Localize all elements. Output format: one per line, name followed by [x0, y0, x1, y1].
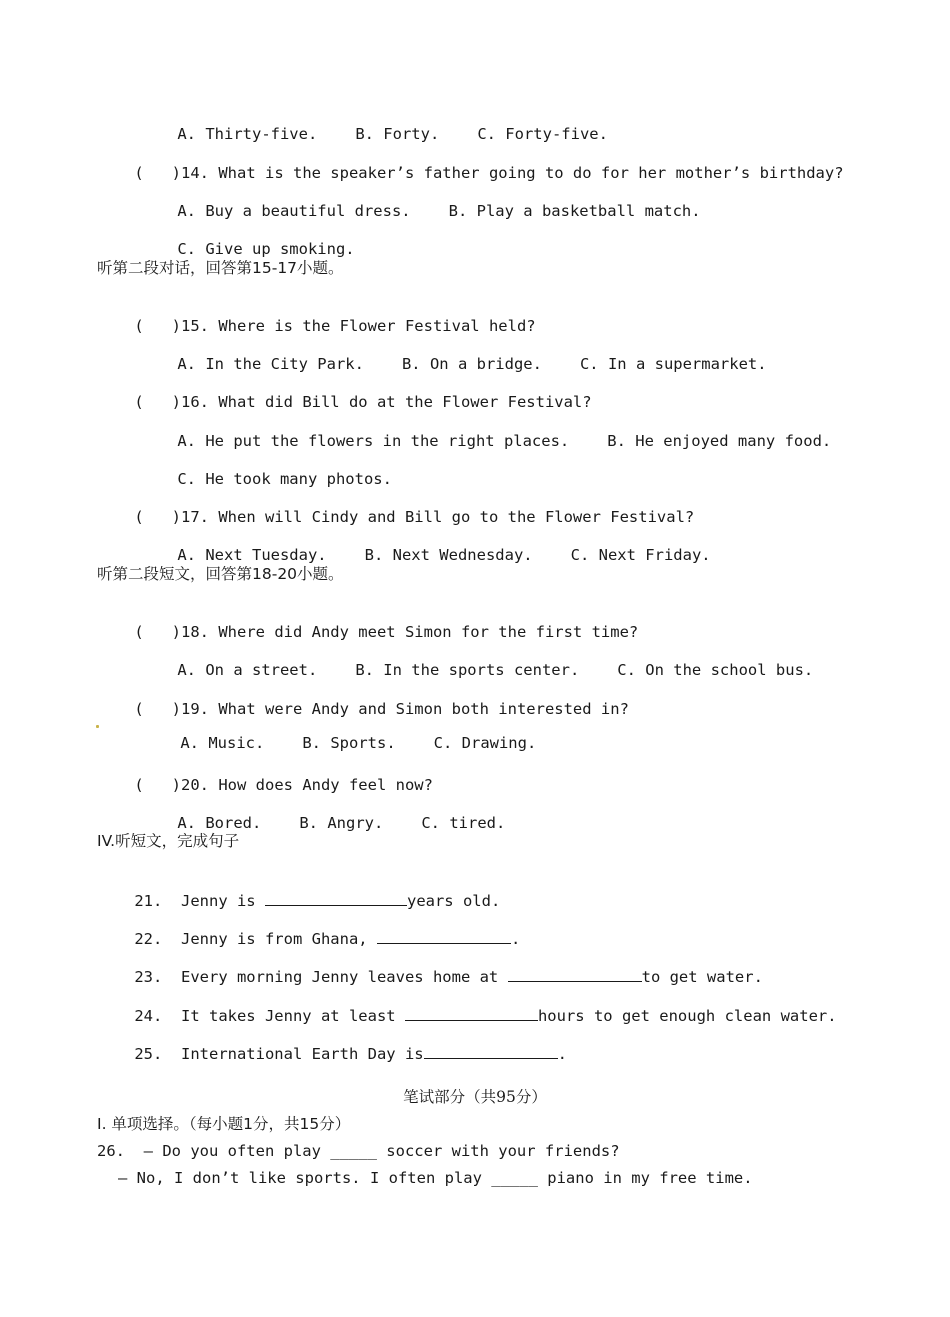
q20-option-a: A. Bored.: [177, 814, 262, 832]
fill-25-post: .: [557, 1045, 567, 1063]
q15-option-b: B. On a bridge.: [401, 355, 542, 373]
q13-option-b: B. Forty.: [355, 125, 440, 143]
section-i-heading: I. 单项选择。（每小题1分，共15分）: [97, 1115, 351, 1133]
q13-option-a: A. Thirty-five.: [177, 125, 318, 143]
fill-23-blank[interactable]: [508, 966, 642, 982]
q13-option-c: C. Forty-five.: [477, 125, 608, 143]
answer-paren[interactable]: ( ): [134, 623, 181, 641]
q20-option-b: B. Angry.: [299, 814, 384, 832]
answer-paren[interactable]: ( ): [134, 700, 181, 718]
fill-24-pre: 24. It takes Jenny at least: [134, 1007, 405, 1025]
answer-paren[interactable]: ( ): [134, 164, 181, 182]
fill-23-post: to get water.: [641, 968, 763, 986]
q26-line2: – No, I don’t like sports. I often play _____ piano in my free time.: [118, 1169, 753, 1187]
q26-line1: 26. – Do you often play _____ soccer with your friends?: [97, 1142, 620, 1160]
q17-text: 17. When will Cindy and Bill go to the Flower Festival?: [181, 508, 695, 526]
q19-option-c: C. Drawing.: [433, 734, 537, 752]
fill-22-post: .: [510, 930, 521, 948]
answer-paren[interactable]: ( ): [134, 393, 181, 411]
q19-option-b: B. Sports.: [302, 734, 396, 752]
q14-option-b: B. Play a basketball match.: [448, 202, 701, 220]
q14-option-c: C. Give up smoking.: [177, 240, 355, 258]
fill-item-25: [97, 1023, 567, 1084]
q16-option-c: C. He took many photos.: [177, 470, 392, 488]
fill-25-pre: 25. International Earth Day is: [134, 1045, 424, 1063]
answer-paren[interactable]: ( ): [134, 317, 181, 335]
fill-23-pre: 23. Every morning Jenny leaves home at: [134, 968, 508, 986]
q18-option-c: C. On the school bus.: [617, 661, 814, 679]
fill-24-post: hours to get enough clean water.: [537, 1007, 837, 1025]
q16-option-b: B. He enjoyed many food.: [607, 432, 832, 450]
section-dialog-heading: 听第二段对话，回答第15-17小题。: [97, 259, 344, 277]
fill-22-pre: 22. Jenny is from Ghana,: [134, 930, 377, 948]
q14-text: 14. What is the speaker’s father going to do for her mother’s birthday?: [181, 164, 844, 182]
q20-text: 20. How does Andy feel now?: [181, 776, 433, 794]
fill-21-pre: 21. Jenny is: [134, 892, 265, 910]
section-iv-heading: IV.听短文，完成句子: [97, 832, 240, 850]
q15-option-a: A. In the City Park.: [177, 355, 364, 373]
fill-21-post: years old.: [406, 892, 501, 910]
q18-option-b: B. In the sports center.: [355, 661, 580, 679]
q17-option-c: C. Next Friday.: [570, 546, 711, 564]
q19-option-a: A. Music.: [180, 734, 265, 752]
q17-option-a: A. Next Tuesday.: [177, 546, 327, 564]
fill-24-blank[interactable]: [405, 1005, 538, 1021]
q15-text: 15. Where is the Flower Festival held?: [181, 317, 536, 335]
q15-option-c: C. In a supermarket.: [579, 355, 767, 373]
q17-option-b: B. Next Wednesday.: [364, 546, 533, 564]
q16-option-a: A. He put the flowers in the right places.: [177, 432, 570, 450]
section-passage-heading: 听第二段短文，回答第18-20小题。: [97, 565, 344, 583]
fill-25-blank[interactable]: [424, 1043, 558, 1059]
q18-text: 18. Where did Andy meet Simon for the first time?: [181, 623, 639, 641]
fill-22-blank[interactable]: [377, 928, 511, 944]
written-part-title: 笔试部分（共95分）: [403, 1088, 547, 1106]
answer-paren[interactable]: ( ): [134, 776, 181, 794]
ink-speck: [96, 725, 99, 728]
q20-option-c: C. tired.: [421, 814, 506, 832]
q19-text: 19. What were Andy and Simon both interested in?: [181, 700, 629, 718]
answer-paren[interactable]: ( ): [134, 508, 181, 526]
fill-21-blank[interactable]: [265, 890, 407, 906]
q18-option-a: A. On a street.: [177, 661, 318, 679]
q14-option-a: A. Buy a beautiful dress.: [177, 202, 411, 220]
q16-text: 16. What did Bill do at the Flower Festival?: [181, 393, 592, 411]
